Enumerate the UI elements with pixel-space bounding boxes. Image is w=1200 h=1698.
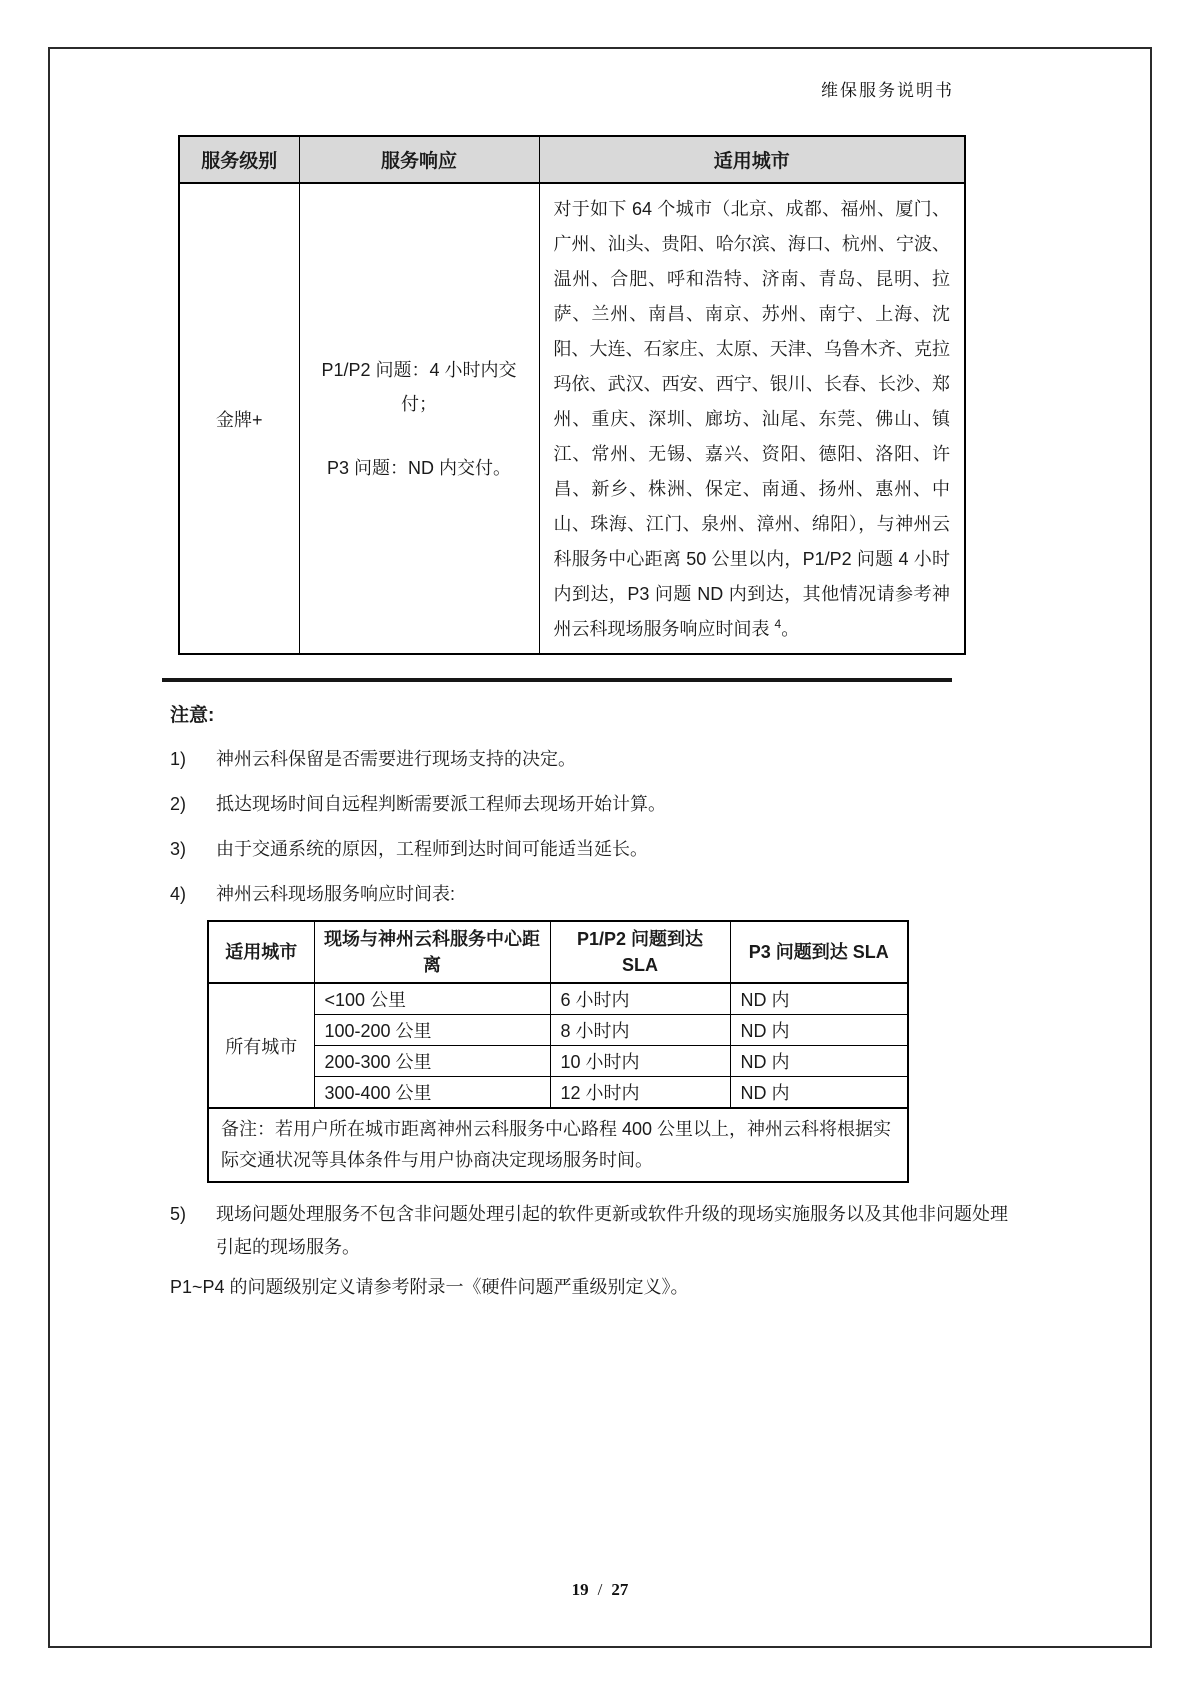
service-level-table-header-row xyxy=(179,136,965,183)
notes-heading: 注意: xyxy=(170,705,215,726)
cities-text: 对于如下 64 个城市（北京、成都、福州、厦门、广州、汕头、贵阳、哈尔滨、海口、杭州、宁波、温州、合肥、呼和浩特、济南、青岛、昆明、拉萨、兰州、南昌、南京、苏州、南宁、上海、沈阳、大连、石家庄、太原、天津、乌鲁木齐、克拉玛依、武汉、西安、西宁、银川、长春、长沙、郑州、重庆、深圳、廊坊、汕尾、东莞、佛山、镇江、常州、无锡、嘉兴、资阳、德阳、洛阳、许昌、新乡、株洲、保定、南通、扬州、惠州、中山、珠海、江门、泉州、漳州、绵阳），与神州云科服务中心距离 50 公里以内，P1/P2 问题 4 小时内到达，P3 问题 ND 内到达，其他情况请参考神州云科现场服务响应时间表 xyxy=(553,199,950,639)
table-row xyxy=(179,183,965,654)
section-divider xyxy=(162,678,952,682)
note-item-5-number: 5) xyxy=(170,1204,187,1224)
t2-header-distance: 现场与神州云科服务中心距离 xyxy=(314,921,550,983)
page-number-total: 27 xyxy=(611,1580,629,1599)
p12-sla-cell: 12 小时内 xyxy=(550,1077,730,1109)
table-row xyxy=(208,983,908,1015)
note-item-4-number: 4) xyxy=(170,884,187,904)
p3-sla-cell: ND 内 xyxy=(730,1015,908,1046)
note-item-4 xyxy=(170,881,1150,907)
note-item-5-text: 现场问题处理服务不包含非问题处理引起的软件更新或软件升级的现场实施服务以及其他非问题处理引起的现场服务。 xyxy=(216,1204,1008,1257)
service-response-cell xyxy=(299,183,539,654)
distance-cell: 100-200 公里 xyxy=(314,1015,550,1046)
response-line-1: P1/P2 问题：4 小时内交付； xyxy=(321,359,517,414)
p3-sla-cell: ND 内 xyxy=(730,1046,908,1077)
page-number-separator: / xyxy=(597,1580,603,1599)
p3-sla-cell: ND 内 xyxy=(730,983,908,1015)
note-item-3-text: 由于交通系统的原因，工程师到达时间可能适当延长。 xyxy=(216,839,648,859)
p12-sla-cell: 6 小时内 xyxy=(550,983,730,1015)
note-item-1-text: 神州云科保留是否需要进行现场支持的决定。 xyxy=(216,749,576,769)
page-border-frame xyxy=(48,47,1152,1648)
response-time-table-header-row xyxy=(208,921,908,983)
distance-cell: 200-300 公里 xyxy=(314,1046,550,1077)
note-item-2 xyxy=(170,791,1150,817)
applicable-cities-cell xyxy=(539,183,965,654)
t2-header-p12-sla-text: P1/P2 问题到达 SLA xyxy=(576,929,704,975)
table-note-row xyxy=(208,1108,908,1182)
t2-header-applicable-cities: 适用城市 xyxy=(208,921,314,983)
note-item-5 xyxy=(170,1198,1012,1264)
t1-header-applicable-cities: 适用城市 xyxy=(539,136,965,183)
note-item-4-text: 神州云科现场服务响应时间表: xyxy=(216,884,455,904)
page-footer xyxy=(50,1580,1150,1600)
response-time-table xyxy=(207,920,909,1183)
distance-cell: 300-400 公里 xyxy=(314,1077,550,1109)
p12-sla-cell: 10 小时内 xyxy=(550,1046,730,1077)
note-item-3 xyxy=(170,836,1150,862)
response-line-2: P3 问题：ND 内交付。 xyxy=(326,457,512,478)
footnote-reference-4: 4 xyxy=(774,617,782,631)
table-note-text: 备注：若用户所在城市距离神州云科服务中心路程 400 公里以上，神州云科将根据实际交通状况等具体条件与用户协商决定现场服务时间。 xyxy=(208,1108,908,1182)
note-item-2-text: 抵达现场时间自远程判断需要派工程师去现场开始计算。 xyxy=(216,794,666,814)
p3-sla-cell: ND 内 xyxy=(730,1077,908,1109)
problem-level-definition-text: P1~P4 的问题级别定义请参考附录一《硬件问题严重级别定义》。 xyxy=(170,1277,689,1297)
service-level-table xyxy=(178,135,966,655)
page-number-current: 19 xyxy=(571,1580,589,1599)
city-scope-cell: 所有城市 xyxy=(208,983,314,1108)
cities-text-end: 。 xyxy=(781,619,800,639)
distance-cell: <100 公里 xyxy=(314,983,550,1015)
service-level-cell: 金牌+ xyxy=(179,183,299,654)
t2-header-p12-sla xyxy=(550,921,730,983)
t1-header-service-level: 服务级别 xyxy=(179,136,299,183)
note-item-1 xyxy=(170,746,1150,772)
note-item-2-number: 2) xyxy=(170,794,187,814)
t2-header-p3-sla: P3 问题到达 SLA xyxy=(730,921,908,983)
doc-header-title: 维保服务说明书 xyxy=(821,81,954,100)
note-item-3-number: 3) xyxy=(170,839,187,859)
note-item-1-number: 1) xyxy=(170,749,187,769)
p12-sla-cell: 8 小时内 xyxy=(550,1015,730,1046)
t1-header-service-response: 服务响应 xyxy=(299,136,539,183)
